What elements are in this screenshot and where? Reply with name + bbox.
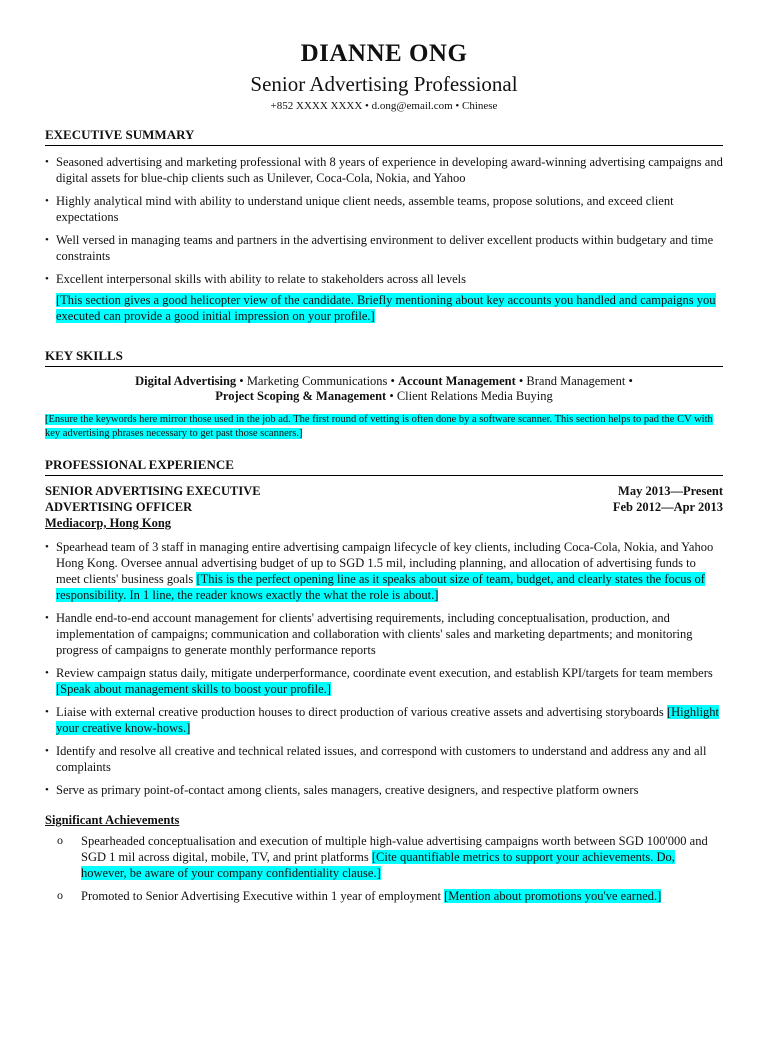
- contact-line: +852 XXXX XXXX • d.ong@email.com • Chinese: [270, 100, 498, 112]
- section-heading-key-skills: KEY SKILLS: [45, 348, 723, 367]
- skills-tip-text: [Ensure the keywords here mirror those used in the job ad. The first round of vetting is often done by a software scanner. This section helps to pad the CV with key advertising phrases necessary to get past those scanners.]: [45, 414, 713, 439]
- bullet-tip: [This is the perfect opening line as it speaks about size of team, budget, and clearly states the focus of responsibility. In 1 line, the reader knows exactly the what the role is about.]: [56, 572, 705, 602]
- experience-bullet: [45, 704, 723, 736]
- experience-bullet: [45, 610, 723, 658]
- job-dates: Feb 2012—Apr 2013: [612, 500, 723, 514]
- achievements-list: [45, 833, 723, 904]
- skill-separator: •: [387, 374, 399, 388]
- achievement-item: [57, 833, 723, 881]
- achievement-tip: [Mention about promotions you've earned.]: [444, 889, 662, 903]
- skill-item: Digital Advertising: [135, 374, 237, 388]
- bullet-text: Review campaign status daily, mitigate underperformance, coordinate event execution, and establish KPI/targets for team members: [56, 666, 713, 680]
- skill-separator: •: [386, 389, 397, 403]
- experience-bullet: [45, 743, 723, 775]
- summary-tip-text: [This section gives a good helicopter view of the candidate. Briefly mentioning about key accounts you handled and campaigns you executed can provide a good initial impression on your profile.]: [56, 293, 716, 323]
- skill-item: Account Management: [398, 374, 516, 388]
- skills-list: [45, 374, 723, 404]
- candidate-name: DIANNE ONG: [300, 40, 468, 67]
- experience-list: [45, 539, 723, 798]
- achievement-item: [57, 888, 723, 904]
- skill-separator: •: [515, 374, 527, 388]
- bullet-text: Serve as primary point-of-contact among clients, sales managers, creative designers, and respective platform owners: [56, 783, 639, 797]
- summary-tip: [45, 292, 723, 324]
- job-dates: May 2013—Present: [618, 484, 723, 498]
- skill-item: Brand Management: [526, 374, 626, 388]
- bullet-tip: [Speak about management skills to boost your profile.]: [56, 682, 331, 696]
- skill-separator: •: [625, 374, 633, 388]
- candidate-title: Senior Advertising Professional: [250, 72, 518, 96]
- experience-bullet: [45, 665, 723, 697]
- bullet-tip: [Highlight your creative know-hows.]: [56, 705, 720, 735]
- company-name: Mediacorp, Hong Kong: [45, 516, 172, 530]
- bullet-text: Handle end-to-end account management for clients' advertising requirements, including conceptualisation, production, and implementation of campaigns; communication and collaboration with clients' sales and marketing departments; and monitoring progress of campaigns to generate monthly performance reports: [56, 611, 693, 657]
- experience-bullet: [45, 782, 723, 798]
- summary-bullet: • Seasoned advertising and marketing professional with 8 years of experience in developing award-winning advertising campaigns and digital assets for blue-chip clients such as Unilever, Coca-Cola, Nokia, and Yahoo: [45, 154, 723, 186]
- experience-bullet: [45, 539, 723, 603]
- skill-item: Project Scoping & Management: [215, 389, 387, 403]
- skill-item: Marketing Communications: [246, 374, 388, 388]
- job-role-row: [45, 499, 723, 515]
- section-heading-executive-summary: EXECUTIVE SUMMARY: [45, 127, 723, 146]
- resume-page: [0, 40, 768, 1064]
- bullet-text: Identify and resolve all creative and technical related issues, and correspond with customers to understand and address any and all complaints: [56, 744, 707, 774]
- summary-list: [45, 154, 723, 287]
- achievement-text: Spearheaded conceptualisation and execution of multiple high-value advertising campaigns worth between SGD 100'000 and SGD 1 mil across digital, mobile, TV, and print platforms: [81, 834, 708, 864]
- summary-bullet: • Highly analytical mind with ability to understand unique client needs, assemble teams, propose solutions, and exceed client expectations: [45, 193, 723, 225]
- job-role-row: [45, 483, 723, 499]
- job-role: ADVERTISING OFFICER: [45, 500, 193, 514]
- skills-tip: [45, 413, 723, 441]
- achievement-tip: [Cite quantifiable metrics to support your achievements. Do, however, be aware of your company confidentiality clause.]: [81, 850, 675, 880]
- section-heading-professional-experience: PROFESSIONAL EXPERIENCE: [45, 457, 723, 476]
- skill-item: Client Relations Media Buying: [396, 389, 553, 403]
- bullet-text: Spearhead team of 3 staff in managing entire advertising campaign lifecycle of key clients, including Coca-Cola, Nokia, and Yahoo Hong Kong. Oversee annual advertising budget of up to SGD 1.5 mil, including planning, and allocation of advertising funds to meet clients' business goals: [56, 540, 714, 586]
- job-role: SENIOR ADVERTISING EXECUTIVE: [45, 484, 261, 498]
- bullet-text: Liaise with external creative production houses to direct production of various creative assets and advertising storyboards: [56, 705, 667, 719]
- achievements-heading: Significant Achievements: [45, 813, 180, 827]
- skill-separator: •: [236, 374, 247, 388]
- summary-bullet: • Well versed in managing teams and partners in the advertising environment to deliver excellent products within budgetary and time constraints: [45, 232, 723, 264]
- job-block: [45, 483, 723, 531]
- achievement-text: Promoted to Senior Advertising Executive within 1 year of employment: [81, 889, 445, 903]
- summary-bullet: • Excellent interpersonal skills with ability to relate to stakeholders across all levels: [45, 271, 723, 287]
